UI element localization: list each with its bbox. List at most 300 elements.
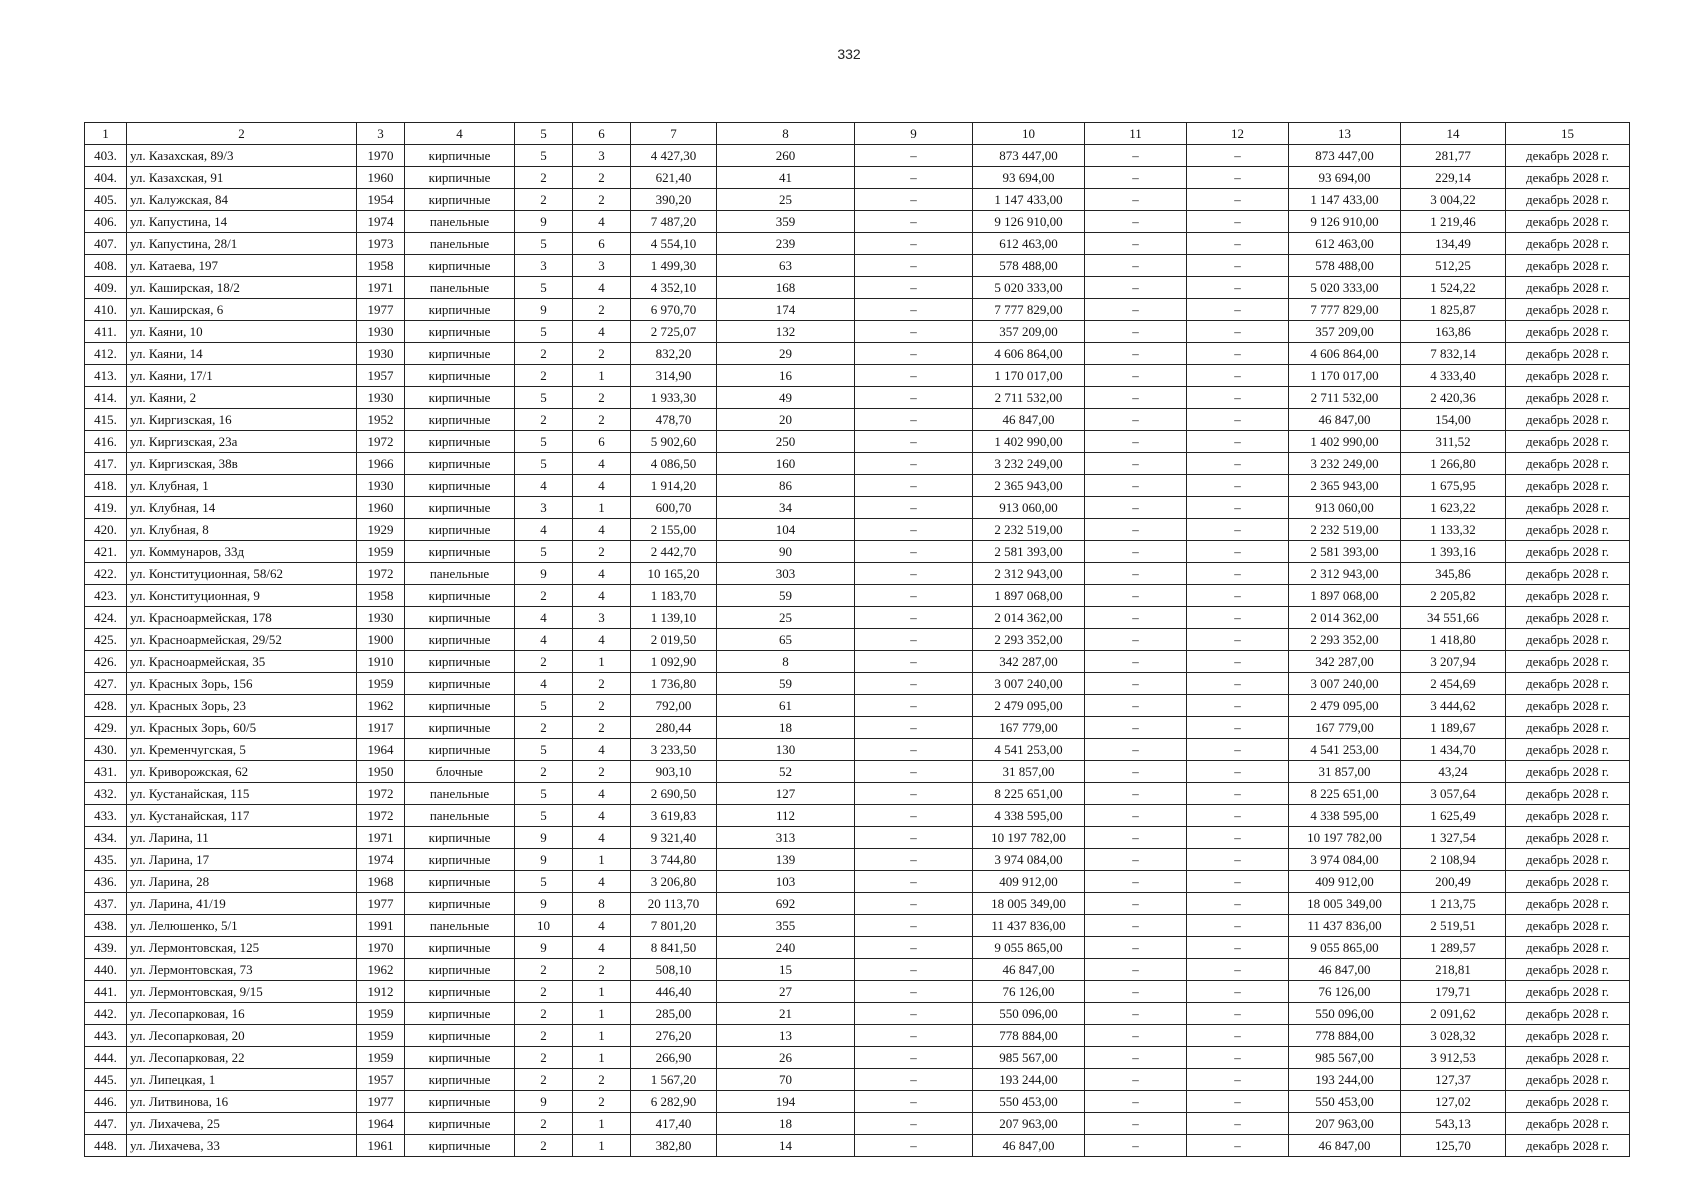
- table-cell: 415.: [85, 409, 127, 431]
- table-cell: 443.: [85, 1025, 127, 1047]
- table-cell: кирпичные: [405, 1135, 515, 1157]
- table-cell: 3 207,94: [1401, 651, 1506, 673]
- table-cell: 5: [515, 233, 573, 255]
- table-cell: 8: [717, 651, 855, 673]
- table-cell: кирпичные: [405, 673, 515, 695]
- table-row: [85, 805, 1630, 827]
- table-cell: –: [1085, 783, 1187, 805]
- table-cell: –: [1085, 563, 1187, 585]
- table-cell: 8: [573, 893, 631, 915]
- table-cell: 4: [515, 475, 573, 497]
- column-header-7: 7: [631, 123, 717, 145]
- table-cell: 4 338 595,00: [1289, 805, 1401, 827]
- table-cell: 1 897 068,00: [1289, 585, 1401, 607]
- table-cell: ул. Кустанайская, 115: [127, 783, 357, 805]
- table-cell: ул. Криворожская, 62: [127, 761, 357, 783]
- table-cell: 2 108,94: [1401, 849, 1506, 871]
- table-cell: 1 147 433,00: [973, 189, 1085, 211]
- table-cell: 1959: [357, 1047, 405, 1069]
- table-cell: 1960: [357, 167, 405, 189]
- table-cell: 3: [573, 145, 631, 167]
- table-cell: 1964: [357, 1113, 405, 1135]
- table-cell: 414.: [85, 387, 127, 409]
- table-cell: 4 541 253,00: [1289, 739, 1401, 761]
- table-cell: 18 005 349,00: [1289, 893, 1401, 915]
- table-cell: ул. Красных Зорь, 60/5: [127, 717, 357, 739]
- column-header-4: 4: [405, 123, 515, 145]
- table-cell: 2: [515, 761, 573, 783]
- table-cell: кирпичные: [405, 475, 515, 497]
- table-cell: –: [855, 585, 973, 607]
- table-cell: ул. Лермонтовская, 125: [127, 937, 357, 959]
- table-cell: –: [1085, 409, 1187, 431]
- table-cell: 5: [515, 783, 573, 805]
- table-cell: кирпичные: [405, 1003, 515, 1025]
- table-cell: –: [1187, 365, 1289, 387]
- table-cell: –: [855, 145, 973, 167]
- table-cell: 10 165,20: [631, 563, 717, 585]
- table-cell: декабрь 2028 г.: [1506, 189, 1630, 211]
- table-cell: кирпичные: [405, 827, 515, 849]
- table-cell: 9 055 865,00: [973, 937, 1085, 959]
- table-cell: –: [1187, 937, 1289, 959]
- table-cell: ул. Киргизская, 23а: [127, 431, 357, 453]
- table-cell: 4: [573, 915, 631, 937]
- table-cell: 5: [515, 871, 573, 893]
- table-cell: 422.: [85, 563, 127, 585]
- table-cell: кирпичные: [405, 167, 515, 189]
- table-cell: 200,49: [1401, 871, 1506, 893]
- table-cell: 1 213,75: [1401, 893, 1506, 915]
- table-cell: –: [855, 277, 973, 299]
- table-row: [85, 211, 1630, 233]
- table-cell: ул. Лесопарковая, 16: [127, 1003, 357, 1025]
- table-cell: 1961: [357, 1135, 405, 1157]
- table-row: [85, 937, 1630, 959]
- table-cell: 193 244,00: [973, 1069, 1085, 1091]
- table-cell: декабрь 2028 г.: [1506, 1047, 1630, 1069]
- table-cell: кирпичные: [405, 937, 515, 959]
- table-cell: 193 244,00: [1289, 1069, 1401, 1091]
- table-cell: декабрь 2028 г.: [1506, 981, 1630, 1003]
- table-cell: 2: [573, 189, 631, 211]
- table-cell: 125,70: [1401, 1135, 1506, 1157]
- table-row: [85, 145, 1630, 167]
- table-cell: 430.: [85, 739, 127, 761]
- table-cell: 342 287,00: [973, 651, 1085, 673]
- column-header-14: 14: [1401, 123, 1506, 145]
- table-cell: кирпичные: [405, 189, 515, 211]
- table-cell: 2 312 943,00: [1289, 563, 1401, 585]
- table-cell: кирпичные: [405, 519, 515, 541]
- table-cell: декабрь 2028 г.: [1506, 805, 1630, 827]
- table-cell: –: [1187, 827, 1289, 849]
- table-cell: 2: [573, 695, 631, 717]
- table-cell: 90: [717, 541, 855, 563]
- table-cell: декабрь 2028 г.: [1506, 871, 1630, 893]
- table-cell: 130: [717, 739, 855, 761]
- table-cell: 3 206,80: [631, 871, 717, 893]
- table-cell: 52: [717, 761, 855, 783]
- table-cell: декабрь 2028 г.: [1506, 629, 1630, 651]
- table-cell: 4: [573, 871, 631, 893]
- table-cell: 1962: [357, 959, 405, 981]
- table-cell: 4: [573, 739, 631, 761]
- table-cell: 9 321,40: [631, 827, 717, 849]
- table-cell: 49: [717, 387, 855, 409]
- page-number: 332: [837, 46, 861, 62]
- table-cell: 416.: [85, 431, 127, 453]
- table-cell: –: [855, 1113, 973, 1135]
- table-cell: кирпичные: [405, 497, 515, 519]
- table-cell: 5 902,60: [631, 431, 717, 453]
- table-cell: декабрь 2028 г.: [1506, 541, 1630, 563]
- table-cell: 2: [515, 585, 573, 607]
- table-cell: декабрь 2028 г.: [1506, 255, 1630, 277]
- table-cell: кирпичные: [405, 717, 515, 739]
- table-cell: 5: [515, 387, 573, 409]
- table-cell: 1959: [357, 541, 405, 563]
- table-cell: 59: [717, 673, 855, 695]
- table-cell: декабрь 2028 г.: [1506, 475, 1630, 497]
- table-cell: –: [1187, 409, 1289, 431]
- table-cell: 266,90: [631, 1047, 717, 1069]
- table-cell: кирпичные: [405, 1113, 515, 1135]
- table-cell: 1930: [357, 475, 405, 497]
- table-cell: 1 393,16: [1401, 541, 1506, 563]
- table-cell: –: [1085, 343, 1187, 365]
- table-row: [85, 1003, 1630, 1025]
- table-cell: –: [1187, 1091, 1289, 1113]
- table-cell: –: [1085, 211, 1187, 233]
- table-cell: 1 266,80: [1401, 453, 1506, 475]
- table-row: [85, 189, 1630, 211]
- table-cell: –: [1187, 893, 1289, 915]
- table-row: [85, 255, 1630, 277]
- table-cell: 4: [515, 629, 573, 651]
- table-cell: 31 857,00: [973, 761, 1085, 783]
- table-cell: ул. Каширская, 18/2: [127, 277, 357, 299]
- table-cell: –: [855, 541, 973, 563]
- table-cell: 61: [717, 695, 855, 717]
- table-cell: 260: [717, 145, 855, 167]
- table-cell: 2: [573, 167, 631, 189]
- table-cell: 9: [515, 299, 573, 321]
- table-cell: 1 402 990,00: [973, 431, 1085, 453]
- table-cell: 404.: [85, 167, 127, 189]
- table-cell: панельные: [405, 915, 515, 937]
- table-cell: 357 209,00: [1289, 321, 1401, 343]
- table-cell: кирпичные: [405, 893, 515, 915]
- table-cell: 2 442,70: [631, 541, 717, 563]
- table-cell: блочные: [405, 761, 515, 783]
- table-row: [85, 783, 1630, 805]
- table-cell: 1977: [357, 893, 405, 915]
- table-cell: 1: [573, 1003, 631, 1025]
- table-cell: 1 914,20: [631, 475, 717, 497]
- table-cell: 168: [717, 277, 855, 299]
- table-cell: ул. Лермонтовская, 73: [127, 959, 357, 981]
- table-row: [85, 871, 1630, 893]
- table-cell: –: [1085, 937, 1187, 959]
- table-cell: 4: [573, 277, 631, 299]
- table-cell: 2: [573, 717, 631, 739]
- table-cell: 103: [717, 871, 855, 893]
- table-cell: 1 567,20: [631, 1069, 717, 1091]
- table-cell: ул. Конституционная, 9: [127, 585, 357, 607]
- table-cell: –: [1085, 1047, 1187, 1069]
- column-header-12: 12: [1187, 123, 1289, 145]
- table-cell: 3 028,32: [1401, 1025, 1506, 1047]
- table-cell: 4 606 864,00: [1289, 343, 1401, 365]
- table-cell: 207 963,00: [1289, 1113, 1401, 1135]
- table-cell: 3 744,80: [631, 849, 717, 871]
- table-cell: кирпичные: [405, 145, 515, 167]
- table-cell: 1952: [357, 409, 405, 431]
- table-row: [85, 1113, 1630, 1135]
- table-cell: –: [1085, 849, 1187, 871]
- table-cell: 1960: [357, 497, 405, 519]
- table-cell: 2 519,51: [1401, 915, 1506, 937]
- table-cell: панельные: [405, 277, 515, 299]
- table-cell: 2: [515, 1025, 573, 1047]
- table-cell: 1971: [357, 277, 405, 299]
- table-cell: 14: [717, 1135, 855, 1157]
- table-cell: 4 541 253,00: [973, 739, 1085, 761]
- table-cell: 1 418,80: [1401, 629, 1506, 651]
- table-cell: ул. Красноармейская, 35: [127, 651, 357, 673]
- table-cell: 9 126 910,00: [973, 211, 1085, 233]
- table-cell: 8 225 651,00: [973, 783, 1085, 805]
- table-cell: 4 338 595,00: [973, 805, 1085, 827]
- table-cell: 406.: [85, 211, 127, 233]
- table-row: [85, 695, 1630, 717]
- table-cell: 4: [573, 585, 631, 607]
- table-cell: 4: [573, 827, 631, 849]
- table-cell: –: [855, 739, 973, 761]
- table-cell: ул. Литвинова, 16: [127, 1091, 357, 1113]
- table-cell: –: [855, 1025, 973, 1047]
- table-cell: –: [1187, 651, 1289, 673]
- table-cell: 440.: [85, 959, 127, 981]
- table-cell: –: [1187, 959, 1289, 981]
- table-cell: 2: [515, 1135, 573, 1157]
- table-cell: –: [1085, 167, 1187, 189]
- table-cell: 2: [515, 189, 573, 211]
- table-cell: кирпичные: [405, 629, 515, 651]
- table-cell: 357 209,00: [973, 321, 1085, 343]
- table-cell: ул. Липецкая, 1: [127, 1069, 357, 1091]
- table-row: [85, 1069, 1630, 1091]
- table-row: [85, 321, 1630, 343]
- table-cell: 4 333,40: [1401, 365, 1506, 387]
- table-cell: 437.: [85, 893, 127, 915]
- column-header-10: 10: [973, 123, 1085, 145]
- table-cell: 1964: [357, 739, 405, 761]
- table-cell: –: [1187, 849, 1289, 871]
- table-cell: –: [855, 431, 973, 453]
- table-cell: ул. Клубная, 14: [127, 497, 357, 519]
- table-cell: 1 675,95: [1401, 475, 1506, 497]
- table-cell: –: [1187, 607, 1289, 629]
- table-cell: 18: [717, 1113, 855, 1135]
- table-cell: 194: [717, 1091, 855, 1113]
- table-cell: 9: [515, 211, 573, 233]
- table-cell: –: [1085, 497, 1187, 519]
- table-cell: ул. Каяни, 14: [127, 343, 357, 365]
- column-header-11: 11: [1085, 123, 1187, 145]
- table-cell: декабрь 2028 г.: [1506, 695, 1630, 717]
- table-cell: –: [855, 871, 973, 893]
- table-cell: декабрь 2028 г.: [1506, 1113, 1630, 1135]
- table-cell: –: [1085, 585, 1187, 607]
- table-cell: 163,86: [1401, 321, 1506, 343]
- table-cell: 1970: [357, 145, 405, 167]
- table-cell: –: [1085, 629, 1187, 651]
- table-cell: 1977: [357, 299, 405, 321]
- column-header-13: 13: [1289, 123, 1401, 145]
- table-cell: 1972: [357, 563, 405, 585]
- table-cell: –: [1187, 387, 1289, 409]
- table-cell: 778 884,00: [973, 1025, 1085, 1047]
- table-cell: 2 293 352,00: [1289, 629, 1401, 651]
- table-cell: 2: [515, 981, 573, 1003]
- table-cell: 550 453,00: [973, 1091, 1085, 1113]
- table-cell: –: [1187, 453, 1289, 475]
- table-cell: –: [855, 497, 973, 519]
- table-cell: 442.: [85, 1003, 127, 1025]
- table-cell: 1972: [357, 783, 405, 805]
- table-cell: –: [1085, 695, 1187, 717]
- table-row: [85, 409, 1630, 431]
- table-cell: 2: [515, 717, 573, 739]
- table-cell: 218,81: [1401, 959, 1506, 981]
- table-row: [85, 387, 1630, 409]
- table-cell: –: [1187, 563, 1289, 585]
- table-cell: 1970: [357, 937, 405, 959]
- table-cell: панельные: [405, 563, 515, 585]
- table-cell: 1957: [357, 1069, 405, 1091]
- table-cell: 2 479 095,00: [973, 695, 1085, 717]
- table-cell: 418.: [85, 475, 127, 497]
- table-cell: 1930: [357, 607, 405, 629]
- table-cell: 447.: [85, 1113, 127, 1135]
- table-cell: –: [855, 321, 973, 343]
- table-cell: 411.: [85, 321, 127, 343]
- table-cell: кирпичные: [405, 1069, 515, 1091]
- table-cell: 43,24: [1401, 761, 1506, 783]
- table-cell: 1: [573, 849, 631, 871]
- table-cell: 9: [515, 849, 573, 871]
- table-cell: 439.: [85, 937, 127, 959]
- table-cell: 311,52: [1401, 431, 1506, 453]
- table-row: [85, 585, 1630, 607]
- table-cell: 390,20: [631, 189, 717, 211]
- table-cell: 446.: [85, 1091, 127, 1113]
- table-cell: 405.: [85, 189, 127, 211]
- table-cell: 445.: [85, 1069, 127, 1091]
- table-cell: ул. Катаева, 197: [127, 255, 357, 277]
- table-cell: –: [1085, 1069, 1187, 1091]
- table-cell: –: [1085, 717, 1187, 739]
- table-cell: –: [855, 607, 973, 629]
- table-cell: 1: [573, 981, 631, 1003]
- table-cell: 1 897 068,00: [973, 585, 1085, 607]
- table-cell: декабрь 2028 г.: [1506, 1025, 1630, 1047]
- table-cell: 4: [515, 519, 573, 541]
- table-cell: 25: [717, 607, 855, 629]
- table-cell: 873 447,00: [1289, 145, 1401, 167]
- table-cell: –: [1085, 519, 1187, 541]
- table-row: [85, 717, 1630, 739]
- table-cell: 285,00: [631, 1003, 717, 1025]
- table-cell: 2: [515, 1113, 573, 1135]
- table-cell: –: [1085, 233, 1187, 255]
- table-cell: 239: [717, 233, 855, 255]
- table-cell: декабрь 2028 г.: [1506, 387, 1630, 409]
- table-cell: –: [1085, 387, 1187, 409]
- table-cell: ул. Лесопарковая, 22: [127, 1047, 357, 1069]
- table-cell: 550 096,00: [1289, 1003, 1401, 1025]
- table-cell: 410.: [85, 299, 127, 321]
- table-cell: 1900: [357, 629, 405, 651]
- table-cell: –: [855, 717, 973, 739]
- table-cell: декабрь 2028 г.: [1506, 497, 1630, 519]
- table-cell: 578 488,00: [973, 255, 1085, 277]
- table-cell: 41: [717, 167, 855, 189]
- table-cell: –: [855, 167, 973, 189]
- table-cell: –: [855, 651, 973, 673]
- table-cell: –: [855, 475, 973, 497]
- table-cell: ул. Каширская, 6: [127, 299, 357, 321]
- table-cell: 1991: [357, 915, 405, 937]
- table-cell: –: [1085, 145, 1187, 167]
- table-cell: 417.: [85, 453, 127, 475]
- table-cell: 2: [515, 365, 573, 387]
- table-cell: 4: [573, 453, 631, 475]
- table-cell: 359: [717, 211, 855, 233]
- table-row: [85, 1025, 1630, 1047]
- table-cell: –: [1187, 299, 1289, 321]
- table-cell: 1 147 433,00: [1289, 189, 1401, 211]
- table-cell: –: [1085, 915, 1187, 937]
- table-cell: 2 014 362,00: [973, 607, 1085, 629]
- table-cell: 31 857,00: [1289, 761, 1401, 783]
- table-cell: –: [1187, 255, 1289, 277]
- table-cell: 104: [717, 519, 855, 541]
- table-cell: 10 197 782,00: [973, 827, 1085, 849]
- table-cell: кирпичные: [405, 739, 515, 761]
- table-cell: 1912: [357, 981, 405, 1003]
- table-cell: 1 139,10: [631, 607, 717, 629]
- table-cell: –: [855, 189, 973, 211]
- table-cell: –: [1187, 145, 1289, 167]
- table-cell: ул. Ларина, 41/19: [127, 893, 357, 915]
- table-cell: 3 007 240,00: [973, 673, 1085, 695]
- table-cell: декабрь 2028 г.: [1506, 761, 1630, 783]
- table-cell: 6 970,70: [631, 299, 717, 321]
- table-cell: декабрь 2028 г.: [1506, 937, 1630, 959]
- table-cell: 18: [717, 717, 855, 739]
- table-cell: 2: [515, 167, 573, 189]
- table-cell: 433.: [85, 805, 127, 827]
- table-cell: декабрь 2028 г.: [1506, 1003, 1630, 1025]
- table-cell: –: [855, 255, 973, 277]
- table-cell: декабрь 2028 г.: [1506, 893, 1630, 915]
- table-cell: 1 625,49: [1401, 805, 1506, 827]
- table-cell: 167 779,00: [1289, 717, 1401, 739]
- table-cell: 2: [573, 409, 631, 431]
